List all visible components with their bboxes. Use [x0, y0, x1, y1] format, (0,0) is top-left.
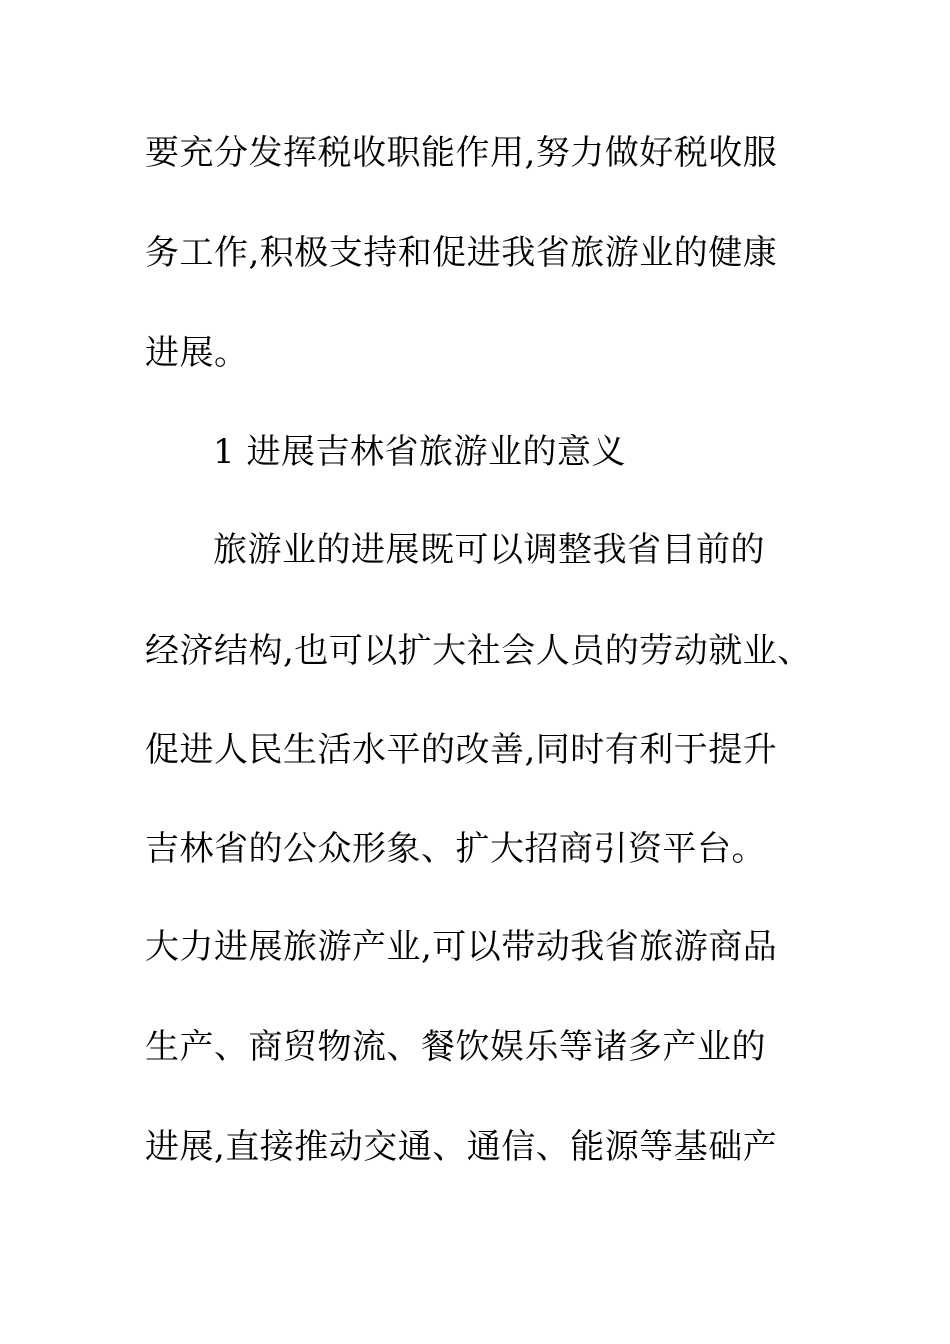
- paragraph-line: 经济结构,也可以扩大社会人员的劳动就业、: [145, 631, 812, 671]
- section-heading: 1 进展吉林省旅游业的意义: [213, 432, 626, 472]
- paragraph-line: 促进人民生活水平的改善,同时有利于提升: [145, 730, 778, 770]
- paragraph-line: 旅游业的进展既可以调整我省目前的: [213, 530, 765, 570]
- paragraph-line: 吉林省的公众形象、扩大招商引资平台。: [145, 829, 766, 869]
- paragraph-line: 生产、商贸物流、餐饮娱乐等诸多产业的: [145, 1027, 766, 1067]
- paragraph-line: 要充分发挥税收职能作用,努力做好税收服: [145, 133, 778, 173]
- paragraph-line: 进展。: [145, 333, 249, 373]
- paragraph-line: 务工作,积极支持和促进我省旅游业的健康: [145, 233, 778, 273]
- paragraph-line: 进展,直接推动交通、通信、能源等基础产: [145, 1127, 778, 1167]
- paragraph-line: 大力进展旅游产业,可以带动我省旅游商品: [145, 927, 778, 967]
